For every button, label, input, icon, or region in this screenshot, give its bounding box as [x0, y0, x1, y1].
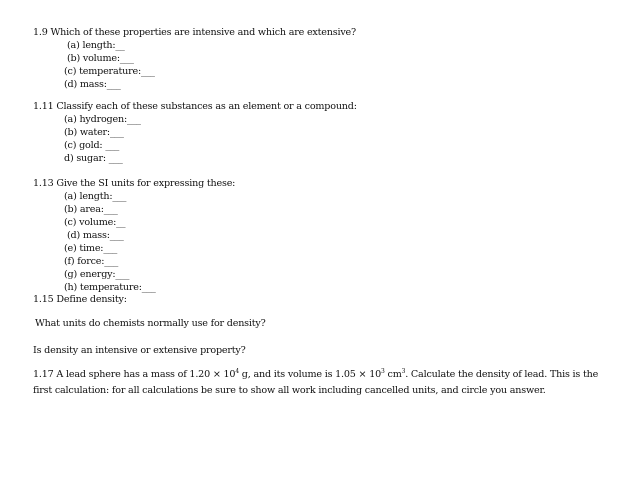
question-1-13-item-f: (f) force:___ [64, 256, 119, 267]
question-1-17-exp1: 4 [235, 367, 239, 375]
question-1-17-part4: . Calculate the density of lead. This is the first calculation: for all calculations be sure to show all work including cancelled units, and circle you answer. [33, 369, 599, 396]
question-1-13-item-a: (a) length:___ [64, 191, 127, 202]
question-1-9-item-b: (b) volume:___ [67, 53, 134, 64]
question-1-17-text [33, 367, 608, 398]
question-1-11-item-b: (b) water:___ [64, 127, 124, 138]
question-1-17-exp3: 3 [401, 367, 406, 375]
question-1-17-part1: 1.17 A lead sphere has a mass of 1.20 × 10 [33, 369, 236, 380]
question-1-15-prompt: 1.15 Define density: [33, 294, 127, 305]
question-1-11-item-d: d) sugar: ___ [64, 153, 123, 164]
question-1-9-prompt: 1.9 Which of these properties are intensive and which are extensive? [33, 27, 356, 38]
question-1-17-part2: g, and its volume is 1.05 × 10 [238, 369, 382, 380]
question-1-13-prompt: 1.13 Give the SI units for expressing these: [33, 178, 236, 189]
question-1-11-prompt: 1.11 Classify each of these substances as an element or a compound: [33, 101, 357, 112]
question-1-17-exp2: 3 [381, 367, 385, 375]
question-1-13-item-h: (h) temperature:___ [64, 282, 156, 293]
question-1-15-property: Is density an intensive or extensive property? [33, 345, 246, 356]
question-1-13-item-d: (d) mass:___ [67, 230, 124, 241]
question-1-9-item-c: (c) temperature:___ [64, 66, 155, 77]
question-1-13-item-g: (g) energy:___ [64, 269, 130, 280]
question-1-13-item-e: (e) time:___ [64, 243, 118, 254]
question-1-11-item-a: (a) hydrogen:___ [64, 114, 141, 125]
question-1-15-units: What units do chemists normally use for density? [35, 318, 266, 329]
question-1-17-part3: cm [384, 369, 402, 380]
question-1-9-item-d: (d) mass:___ [64, 79, 121, 90]
question-1-9-item-a: (a) length:__ [67, 40, 125, 51]
question-1-13-item-c: (c) volume:__ [64, 217, 126, 228]
question-1-13-item-b: (b) area:___ [64, 204, 118, 215]
question-1-11-item-c: (c) gold: ___ [64, 140, 120, 151]
